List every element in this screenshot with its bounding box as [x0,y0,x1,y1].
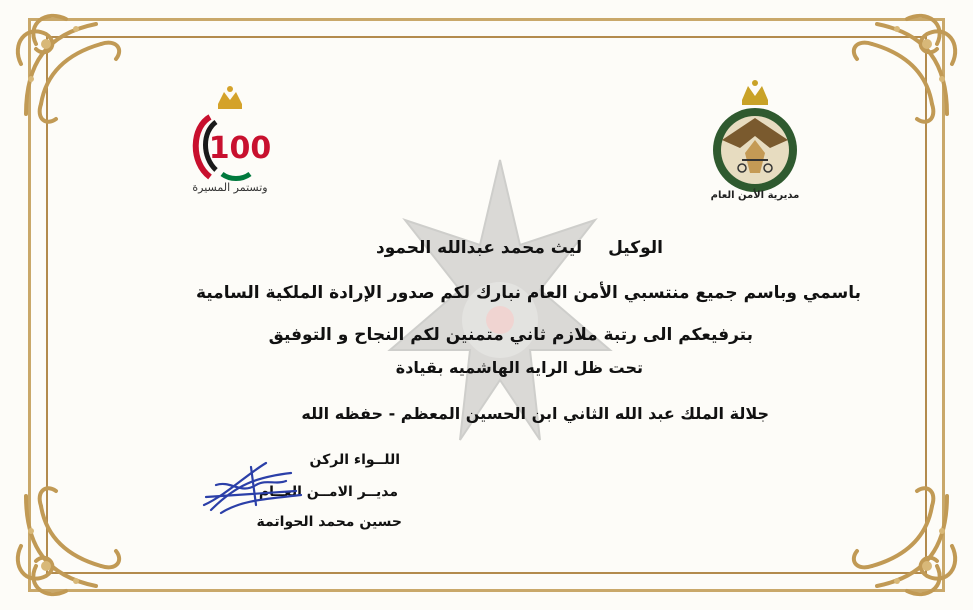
banner-line: تحت ظل الرايه الهاشميه بقيادة [395,358,643,377]
centenary-number: 100 [208,131,272,166]
public-security-caption: مديرية الأمن العام [710,190,800,201]
recipient-title: الوكيل [608,238,663,258]
recipient-name: ليث محمد عبدالله الحمود [375,238,583,258]
promotion-line: بترفيعكم الى رتبة ملازم ثاني متمنين لكم النجاح و التوفيق [268,325,753,345]
signatory-position: مديــر الامــن العــام [258,484,398,500]
ornament-corner-top-right [837,4,967,134]
congratulation-line: باسمي وباسم جميع منتسبي الأمن العام نبارك لكم صدور الإرادة الملكية السامية [195,283,861,303]
handwritten-signature [196,455,306,517]
recipient-line [376,238,663,258]
ornament-corner-bottom-right [837,476,967,606]
ornament-corner-bottom-left [6,476,136,606]
centenary-caption: وتستمر المسيرة [192,181,268,194]
signatory-rank: اللــواء الركن [309,452,400,468]
king-line: جلالة الملك عبد الله الثاني ابن الحسين المعظم - حفظه الله [301,404,769,423]
signatory-name: حسين محمد الحواتمة [256,514,402,530]
ornament-corner-top-left [6,4,136,134]
public-security-emblem [700,78,810,208]
